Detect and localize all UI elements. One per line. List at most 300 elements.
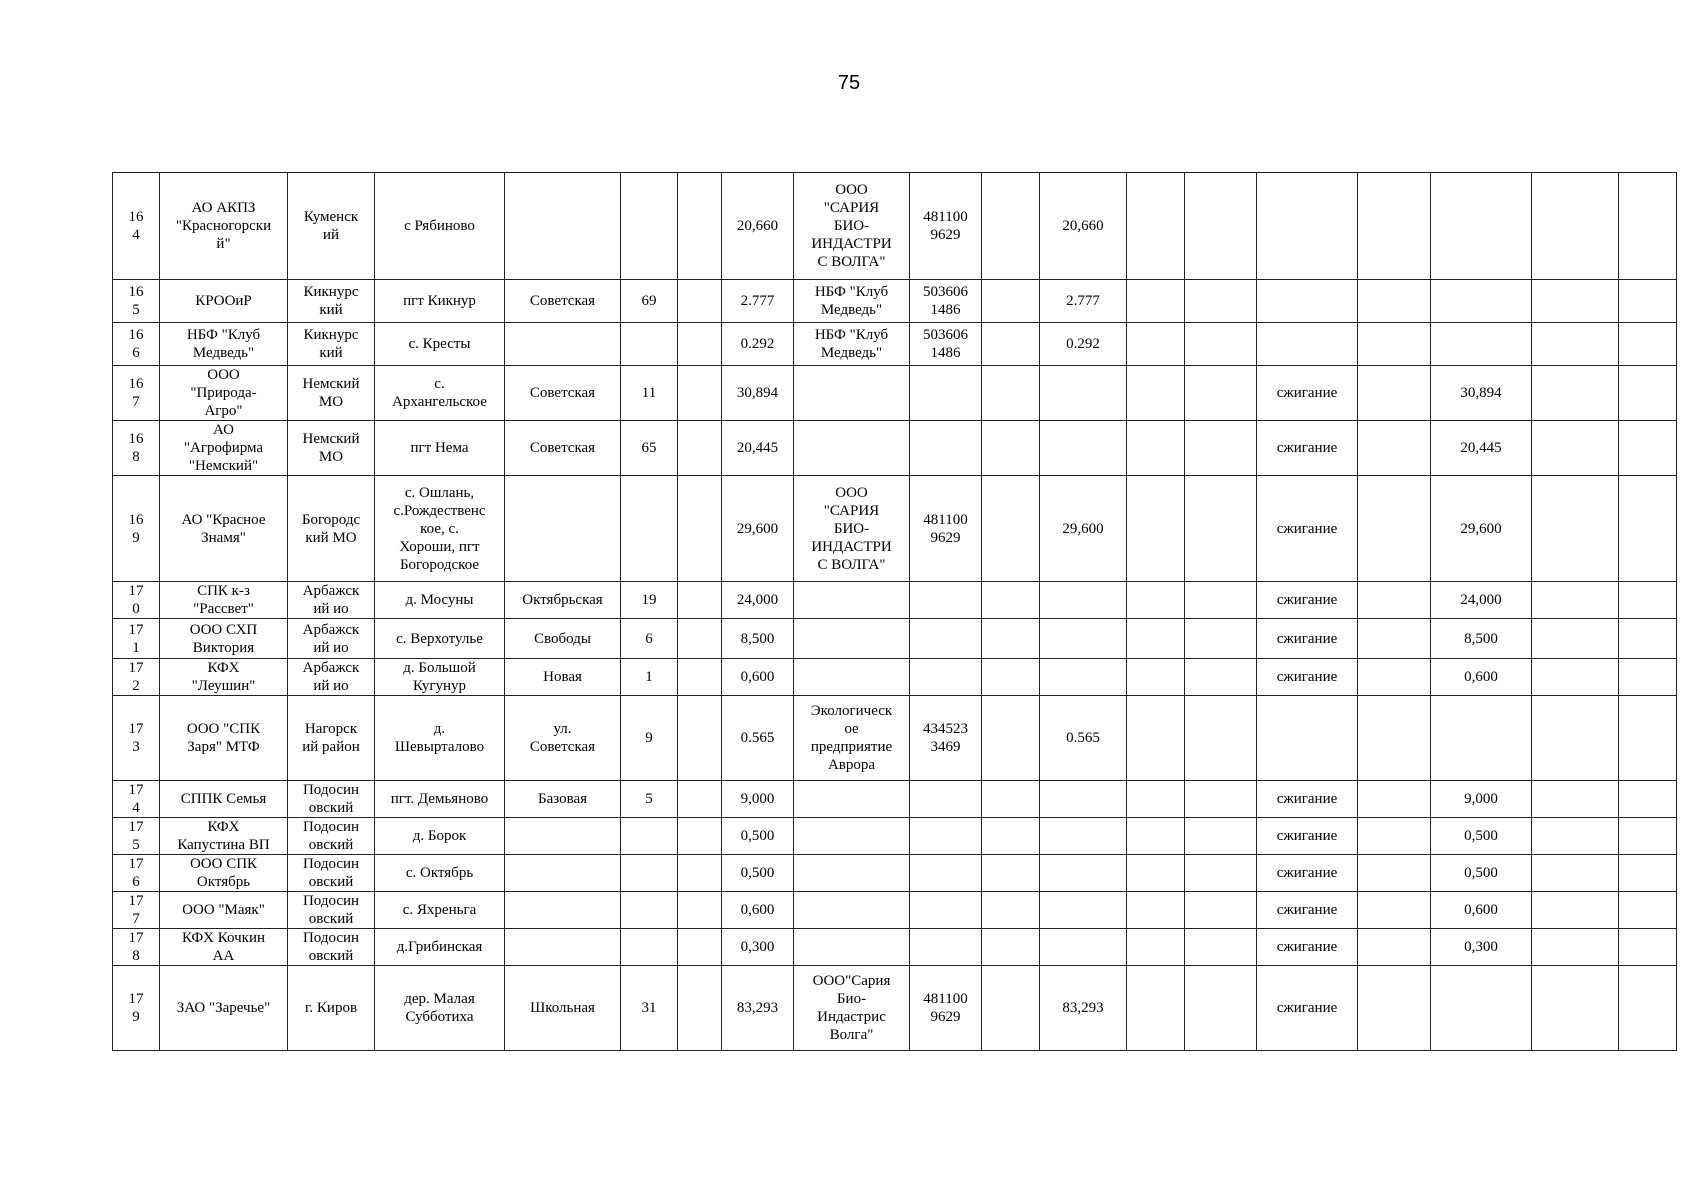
inn-cell <box>910 781 982 818</box>
house-cell: 5 <box>621 781 678 818</box>
empty-cell <box>982 966 1040 1051</box>
empty-cell <box>982 366 1040 421</box>
empty-cell <box>1532 619 1619 659</box>
organization-cell: ООО СХП Виктория <box>160 619 288 659</box>
empty-cell <box>1185 323 1257 366</box>
recipient-cell <box>794 421 910 476</box>
street-cell <box>505 476 621 582</box>
recipient-cell <box>794 366 910 421</box>
empty-cell <box>1127 966 1185 1051</box>
disposed-cell: 0,300 <box>1431 929 1532 966</box>
disposed-cell <box>1431 696 1532 781</box>
registry-table <box>112 172 1677 1051</box>
inn-cell <box>910 582 982 619</box>
organization-cell: АО АКПЗ "Красногорски й" <box>160 173 288 280</box>
empty-cell <box>1127 929 1185 966</box>
settlement-cell: д. Мосуны <box>375 582 505 619</box>
recipient-cell <box>794 619 910 659</box>
empty-cell <box>678 929 722 966</box>
settlement-cell: с. Ошлань, с.Рождественс кое, с. Хороши, пгт Богородское <box>375 476 505 582</box>
empty-cell <box>982 855 1040 892</box>
disposed-cell <box>1431 173 1532 280</box>
organization-cell: ООО СПК Октябрь <box>160 855 288 892</box>
empty-cell <box>1127 619 1185 659</box>
transferred-cell <box>1040 619 1127 659</box>
method-cell: сжигание <box>1257 476 1358 582</box>
empty-cell <box>982 280 1040 323</box>
inn-cell <box>910 818 982 855</box>
table-row <box>113 696 1677 781</box>
row-number: 17 1 <box>113 619 160 659</box>
empty-cell <box>1532 966 1619 1051</box>
settlement-cell: с. Кресты <box>375 323 505 366</box>
empty-cell <box>982 619 1040 659</box>
empty-cell <box>678 696 722 781</box>
table-row <box>113 476 1677 582</box>
empty-cell <box>1185 818 1257 855</box>
empty-cell <box>1619 280 1677 323</box>
mass-cell: 0,600 <box>722 892 794 929</box>
empty-cell <box>1358 696 1431 781</box>
empty-cell <box>1619 582 1677 619</box>
transferred-cell <box>1040 366 1127 421</box>
empty-cell <box>1185 421 1257 476</box>
settlement-cell: пгт Нема <box>375 421 505 476</box>
empty-cell <box>1185 366 1257 421</box>
recipient-cell <box>794 892 910 929</box>
empty-cell <box>1619 421 1677 476</box>
empty-cell <box>1619 855 1677 892</box>
table-row <box>113 855 1677 892</box>
street-cell <box>505 855 621 892</box>
street-cell: Советская <box>505 280 621 323</box>
house-cell <box>621 855 678 892</box>
settlement-cell: пгт Кикнур <box>375 280 505 323</box>
district-cell: г. Киров <box>288 966 375 1051</box>
inn-cell <box>910 659 982 696</box>
empty-cell <box>1619 366 1677 421</box>
mass-cell: 29,600 <box>722 476 794 582</box>
table-row <box>113 619 1677 659</box>
method-cell: сжигание <box>1257 855 1358 892</box>
empty-cell <box>678 323 722 366</box>
empty-cell <box>1619 619 1677 659</box>
empty-cell <box>1127 781 1185 818</box>
district-cell: Немский МО <box>288 421 375 476</box>
row-number: 17 3 <box>113 696 160 781</box>
row-number: 17 0 <box>113 582 160 619</box>
empty-cell <box>982 929 1040 966</box>
row-number: 16 8 <box>113 421 160 476</box>
transferred-cell <box>1040 659 1127 696</box>
empty-cell <box>1127 855 1185 892</box>
method-cell: сжигание <box>1257 366 1358 421</box>
mass-cell: 20,445 <box>722 421 794 476</box>
empty-cell <box>1619 929 1677 966</box>
empty-cell <box>678 966 722 1051</box>
street-cell: Школьная <box>505 966 621 1051</box>
disposed-cell <box>1431 323 1532 366</box>
district-cell: Немский МО <box>288 366 375 421</box>
transferred-cell <box>1040 781 1127 818</box>
empty-cell <box>1185 619 1257 659</box>
empty-cell <box>1127 280 1185 323</box>
empty-cell <box>982 696 1040 781</box>
table-row <box>113 366 1677 421</box>
method-cell: сжигание <box>1257 818 1358 855</box>
district-cell: Богородс кий МО <box>288 476 375 582</box>
house-cell: 69 <box>621 280 678 323</box>
empty-cell <box>1532 781 1619 818</box>
empty-cell <box>1619 696 1677 781</box>
empty-cell <box>678 173 722 280</box>
settlement-cell: д. Большой Кугунур <box>375 659 505 696</box>
street-cell: Октябрьская <box>505 582 621 619</box>
transferred-cell <box>1040 421 1127 476</box>
empty-cell <box>1532 323 1619 366</box>
empty-cell <box>1532 855 1619 892</box>
table-row <box>113 929 1677 966</box>
house-cell <box>621 173 678 280</box>
transferred-cell: 83,293 <box>1040 966 1127 1051</box>
disposed-cell <box>1431 280 1532 323</box>
district-cell: Кикнурс кий <box>288 280 375 323</box>
empty-cell <box>1127 696 1185 781</box>
mass-cell: 0,500 <box>722 855 794 892</box>
disposed-cell: 0,500 <box>1431 855 1532 892</box>
empty-cell <box>1532 696 1619 781</box>
empty-cell <box>1619 323 1677 366</box>
organization-cell: СПК к-з "Рассвет" <box>160 582 288 619</box>
empty-cell <box>1358 323 1431 366</box>
organization-cell: КРООиР <box>160 280 288 323</box>
empty-cell <box>1619 892 1677 929</box>
house-cell <box>621 476 678 582</box>
settlement-cell: с. Яхреньга <box>375 892 505 929</box>
empty-cell <box>1358 280 1431 323</box>
empty-cell <box>1358 929 1431 966</box>
disposed-cell: 0,500 <box>1431 818 1532 855</box>
empty-cell <box>1358 659 1431 696</box>
table-row <box>113 966 1677 1051</box>
organization-cell: ООО "СПК Заря" МТФ <box>160 696 288 781</box>
table-row <box>113 781 1677 818</box>
empty-cell <box>1619 818 1677 855</box>
empty-cell <box>1127 366 1185 421</box>
inn-cell <box>910 892 982 929</box>
empty-cell <box>1358 421 1431 476</box>
disposed-cell: 30,894 <box>1431 366 1532 421</box>
recipient-cell: ООО "САРИЯ БИО- ИНДАСТРИ С ВОЛГА" <box>794 476 910 582</box>
recipient-cell <box>794 582 910 619</box>
street-cell <box>505 892 621 929</box>
method-cell: сжигание <box>1257 781 1358 818</box>
settlement-cell: дер. Малая Субботиха <box>375 966 505 1051</box>
disposed-cell: 29,600 <box>1431 476 1532 582</box>
transferred-cell <box>1040 818 1127 855</box>
empty-cell <box>1619 659 1677 696</box>
house-cell: 65 <box>621 421 678 476</box>
street-cell: Новая <box>505 659 621 696</box>
empty-cell <box>1532 280 1619 323</box>
organization-cell: АО "Красное Знамя" <box>160 476 288 582</box>
inn-cell <box>910 855 982 892</box>
transferred-cell: 29,600 <box>1040 476 1127 582</box>
empty-cell <box>1127 659 1185 696</box>
recipient-cell <box>794 929 910 966</box>
disposed-cell: 0,600 <box>1431 659 1532 696</box>
row-number: 16 5 <box>113 280 160 323</box>
house-cell <box>621 818 678 855</box>
table-row <box>113 892 1677 929</box>
method-cell: сжигание <box>1257 929 1358 966</box>
district-cell: Нагорск ий район <box>288 696 375 781</box>
empty-cell <box>1532 421 1619 476</box>
house-cell: 9 <box>621 696 678 781</box>
table-row <box>113 818 1677 855</box>
empty-cell <box>678 476 722 582</box>
empty-cell <box>982 323 1040 366</box>
empty-cell <box>1358 619 1431 659</box>
method-cell: сжигание <box>1257 421 1358 476</box>
empty-cell <box>1358 855 1431 892</box>
district-cell: Кикнурс кий <box>288 323 375 366</box>
house-cell <box>621 929 678 966</box>
transferred-cell: 2.777 <box>1040 280 1127 323</box>
street-cell: Свободы <box>505 619 621 659</box>
empty-cell <box>1358 366 1431 421</box>
row-number: 17 7 <box>113 892 160 929</box>
inn-cell: 481100 9629 <box>910 476 982 582</box>
district-cell: Подосин овский <box>288 855 375 892</box>
table-row <box>113 280 1677 323</box>
row-number: 17 4 <box>113 781 160 818</box>
empty-cell <box>1127 323 1185 366</box>
empty-cell <box>1532 173 1619 280</box>
empty-cell <box>1532 366 1619 421</box>
settlement-cell: с Рябиново <box>375 173 505 280</box>
mass-cell: 0.565 <box>722 696 794 781</box>
disposed-cell: 9,000 <box>1431 781 1532 818</box>
empty-cell <box>1127 476 1185 582</box>
settlement-cell: д. Борок <box>375 818 505 855</box>
organization-cell: АО "Агрофирма "Немский" <box>160 421 288 476</box>
settlement-cell: с. Верхотулье <box>375 619 505 659</box>
method-cell: сжигание <box>1257 892 1358 929</box>
empty-cell <box>1185 659 1257 696</box>
empty-cell <box>1532 929 1619 966</box>
table-row <box>113 421 1677 476</box>
mass-cell: 0,600 <box>722 659 794 696</box>
empty-cell <box>678 781 722 818</box>
organization-cell: КФХ Кочкин АА <box>160 929 288 966</box>
empty-cell <box>1185 582 1257 619</box>
empty-cell <box>1532 659 1619 696</box>
house-cell <box>621 323 678 366</box>
organization-cell: ЗАО "Заречье" <box>160 966 288 1051</box>
empty-cell <box>1127 582 1185 619</box>
row-number: 17 6 <box>113 855 160 892</box>
house-cell <box>621 892 678 929</box>
transferred-cell: 0.292 <box>1040 323 1127 366</box>
empty-cell <box>678 818 722 855</box>
disposed-cell: 0,600 <box>1431 892 1532 929</box>
empty-cell <box>1619 476 1677 582</box>
empty-cell <box>1358 818 1431 855</box>
organization-cell: ООО "Маяк" <box>160 892 288 929</box>
inn-cell: 434523 3469 <box>910 696 982 781</box>
mass-cell: 8,500 <box>722 619 794 659</box>
empty-cell <box>1619 781 1677 818</box>
empty-cell <box>1185 892 1257 929</box>
transferred-cell <box>1040 929 1127 966</box>
empty-cell <box>982 421 1040 476</box>
empty-cell <box>1127 818 1185 855</box>
district-cell: Арбажск ий ио <box>288 582 375 619</box>
row-number: 17 8 <box>113 929 160 966</box>
empty-cell <box>1185 966 1257 1051</box>
table-row <box>113 323 1677 366</box>
disposed-cell: 20,445 <box>1431 421 1532 476</box>
inn-cell <box>910 929 982 966</box>
empty-cell <box>1185 280 1257 323</box>
street-cell: ул. Советская <box>505 696 621 781</box>
method-cell: сжигание <box>1257 966 1358 1051</box>
disposed-cell: 8,500 <box>1431 619 1532 659</box>
empty-cell <box>678 619 722 659</box>
mass-cell: 0.292 <box>722 323 794 366</box>
empty-cell <box>1185 696 1257 781</box>
street-cell <box>505 173 621 280</box>
row-number: 17 9 <box>113 966 160 1051</box>
row-number: 17 5 <box>113 818 160 855</box>
method-cell: сжигание <box>1257 582 1358 619</box>
mass-cell: 9,000 <box>722 781 794 818</box>
page-number: 75 <box>837 72 861 94</box>
empty-cell <box>982 892 1040 929</box>
mass-cell: 20,660 <box>722 173 794 280</box>
recipient-cell <box>794 781 910 818</box>
empty-cell <box>1532 476 1619 582</box>
row-number: 17 2 <box>113 659 160 696</box>
recipient-cell: НБФ "Клуб Медведь" <box>794 323 910 366</box>
mass-cell: 83,293 <box>722 966 794 1051</box>
table-row <box>113 659 1677 696</box>
inn-cell <box>910 619 982 659</box>
empty-cell <box>982 781 1040 818</box>
organization-cell: КФХ Капустина ВП <box>160 818 288 855</box>
district-cell: Подосин овский <box>288 929 375 966</box>
disposed-cell <box>1431 966 1532 1051</box>
table-row <box>113 173 1677 280</box>
empty-cell <box>982 476 1040 582</box>
empty-cell <box>1358 173 1431 280</box>
method-cell <box>1257 323 1358 366</box>
inn-cell: 503606 1486 <box>910 323 982 366</box>
empty-cell <box>678 280 722 323</box>
transferred-cell: 20,660 <box>1040 173 1127 280</box>
empty-cell <box>982 818 1040 855</box>
transferred-cell <box>1040 892 1127 929</box>
mass-cell: 30,894 <box>722 366 794 421</box>
recipient-cell: ООО"Сария Био- Индастрис Волга" <box>794 966 910 1051</box>
empty-cell <box>1358 892 1431 929</box>
recipient-cell: НБФ "Клуб Медведь" <box>794 280 910 323</box>
street-cell <box>505 818 621 855</box>
empty-cell <box>1532 818 1619 855</box>
transferred-cell: 0.565 <box>1040 696 1127 781</box>
settlement-cell: с. Архангельское <box>375 366 505 421</box>
inn-cell: 481100 9629 <box>910 966 982 1051</box>
district-cell: Подосин овский <box>288 818 375 855</box>
empty-cell <box>1127 421 1185 476</box>
empty-cell <box>678 855 722 892</box>
table-row <box>113 582 1677 619</box>
empty-cell <box>1532 892 1619 929</box>
empty-cell <box>1185 476 1257 582</box>
recipient-cell: ООО "САРИЯ БИО- ИНДАСТРИ С ВОЛГА" <box>794 173 910 280</box>
method-cell <box>1257 696 1358 781</box>
empty-cell <box>1358 966 1431 1051</box>
empty-cell <box>1358 781 1431 818</box>
mass-cell: 2.777 <box>722 280 794 323</box>
method-cell: сжигание <box>1257 659 1358 696</box>
recipient-cell: Экологическ ое предприятие Аврора <box>794 696 910 781</box>
district-cell: Подосин овский <box>288 892 375 929</box>
street-cell <box>505 323 621 366</box>
street-cell: Базовая <box>505 781 621 818</box>
empty-cell <box>678 892 722 929</box>
empty-cell <box>678 421 722 476</box>
empty-cell <box>1185 855 1257 892</box>
empty-cell <box>1127 173 1185 280</box>
inn-cell <box>910 366 982 421</box>
district-cell: Подосин овский <box>288 781 375 818</box>
empty-cell <box>982 173 1040 280</box>
house-cell: 11 <box>621 366 678 421</box>
settlement-cell: пгт. Демьяново <box>375 781 505 818</box>
empty-cell <box>1185 781 1257 818</box>
house-cell: 6 <box>621 619 678 659</box>
mass-cell: 24,000 <box>722 582 794 619</box>
method-cell: сжигание <box>1257 619 1358 659</box>
transferred-cell <box>1040 855 1127 892</box>
empty-cell <box>1127 892 1185 929</box>
district-cell: Арбажск ий ио <box>288 659 375 696</box>
house-cell: 1 <box>621 659 678 696</box>
empty-cell <box>982 582 1040 619</box>
empty-cell <box>1358 476 1431 582</box>
empty-cell <box>982 659 1040 696</box>
street-cell: Советская <box>505 421 621 476</box>
empty-cell <box>1619 966 1677 1051</box>
recipient-cell <box>794 855 910 892</box>
mass-cell: 0,500 <box>722 818 794 855</box>
registry-body <box>113 173 1677 1051</box>
recipient-cell <box>794 818 910 855</box>
row-number: 16 7 <box>113 366 160 421</box>
row-number: 16 6 <box>113 323 160 366</box>
empty-cell <box>1185 173 1257 280</box>
empty-cell <box>1185 929 1257 966</box>
settlement-cell: д. Шевырталово <box>375 696 505 781</box>
inn-cell: 481100 9629 <box>910 173 982 280</box>
settlement-cell: д.Грибинская <box>375 929 505 966</box>
organization-cell: КФХ "Леушин" <box>160 659 288 696</box>
district-cell: Куменск ий <box>288 173 375 280</box>
street-cell <box>505 929 621 966</box>
mass-cell: 0,300 <box>722 929 794 966</box>
